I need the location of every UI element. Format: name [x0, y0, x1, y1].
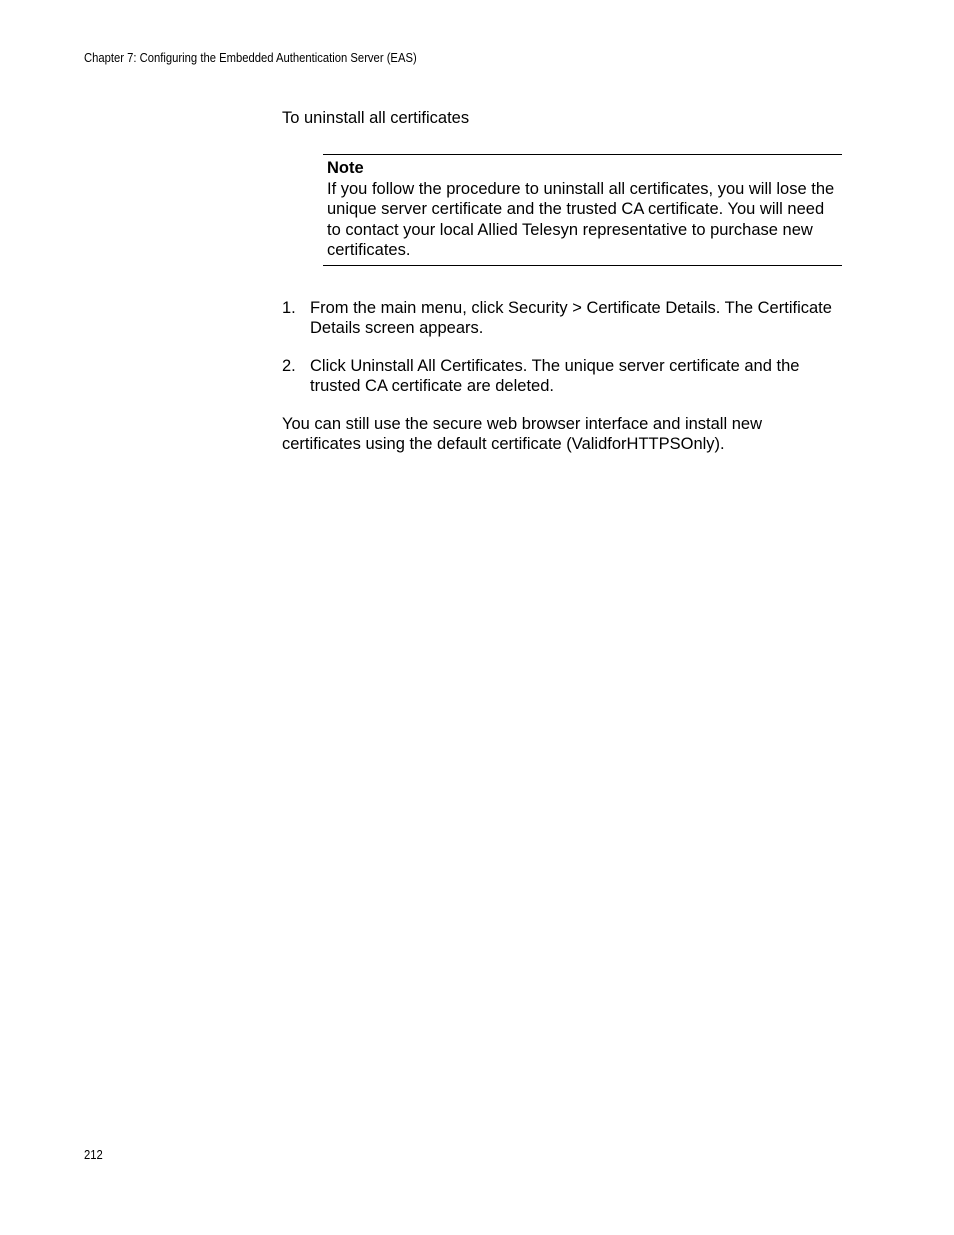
procedure-heading: To uninstall all certificates [282, 109, 470, 127]
step-text: From the main menu, click Security > Certificate Details. The Certificate Details screen appears. [310, 299, 832, 337]
step-text: Click Uninstall All Certificates. The unique server certificate and the trusted CA certificate are deleted. [310, 357, 800, 395]
note-title: Note [327, 159, 364, 177]
step-item [282, 356, 842, 396]
note-text: If you follow the procedure to uninstall all certificates, you will lose the unique server certificate and the trusted CA certificate. You will need to contact your local Allied Telesyn representative to purchase new certificates. [327, 179, 835, 259]
page-number: 212 [84, 1148, 103, 1162]
step-number: 2. [282, 357, 296, 375]
note-box [323, 154, 842, 266]
closing-paragraph: You can still use the secure web browser interface and install new certificates using the default certificate (ValidforHTTPSOnly). [282, 415, 762, 453]
running-header: Chapter 7: Configuring the Embedded Authentication Server (EAS) [84, 51, 417, 65]
step-number: 1. [282, 299, 296, 317]
procedure-steps [282, 298, 842, 414]
step-item [282, 298, 842, 338]
